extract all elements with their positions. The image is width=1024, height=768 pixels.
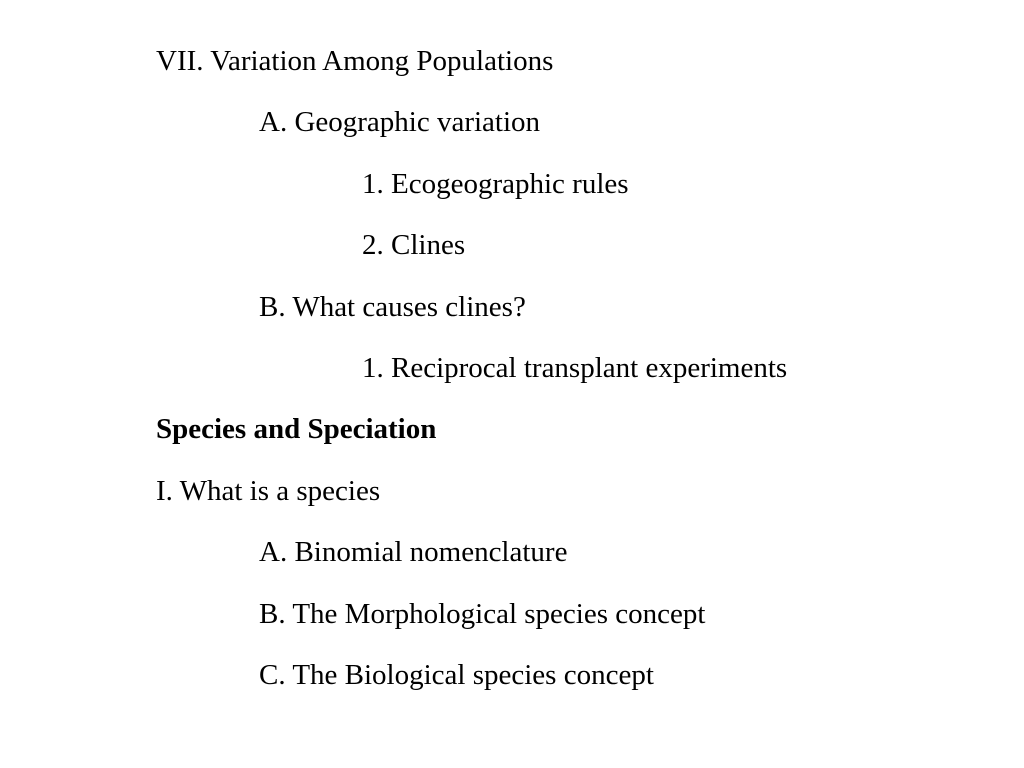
species-and-speciation-title: Species and Speciation <box>156 413 437 445</box>
section-i-item-a: A. Binomial nomenclature <box>259 536 568 568</box>
section-vii-item-b: B. What causes clines? <box>259 291 526 323</box>
section-i-item-b: B. The Morphological species concept <box>259 598 706 630</box>
section-vii-item-a1: 1. Ecogeographic rules <box>362 168 629 200</box>
section-vii-item-a: A. Geographic variation <box>259 106 541 138</box>
section-vii-item-a2: 2. Clines <box>362 229 466 261</box>
section-vii-heading: VII. Variation Among Populations <box>156 45 554 77</box>
section-i-item-c: C. The Biological species concept <box>259 659 654 691</box>
section-i-heading: I. What is a species <box>156 475 381 507</box>
section-vii-item-b1: 1. Reciprocal transplant experiments <box>362 352 788 384</box>
